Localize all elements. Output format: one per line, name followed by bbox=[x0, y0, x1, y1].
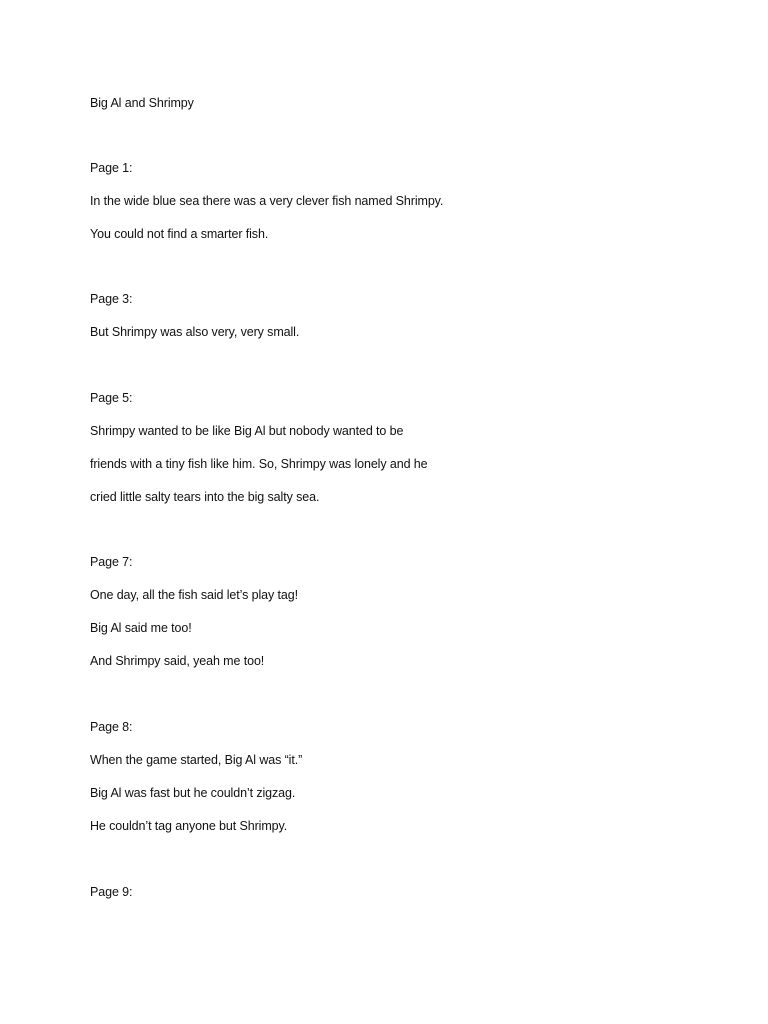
paragraph-line: One day, all the fish said let’s play tag! bbox=[90, 588, 298, 602]
paragraph-line: cried little salty tears into the big salty sea. bbox=[90, 490, 320, 504]
paragraph-line: And Shrimpy said, yeah me too! bbox=[90, 654, 265, 668]
paragraph-line: When the game started, Big Al was “it.” bbox=[90, 753, 303, 767]
document-title: Big Al and Shrimpy bbox=[90, 96, 194, 110]
paragraph-line: In the wide blue sea there was a very clever fish named Shrimpy. bbox=[90, 194, 444, 208]
section-heading-page-1: Page 1: bbox=[90, 161, 133, 175]
section-heading-page-7: Page 7: bbox=[90, 555, 133, 569]
paragraph-line: Big Al was fast but he couldn’t zigzag. bbox=[90, 786, 296, 800]
paragraph-line: friends with a tiny fish like him. So, Shrimpy was lonely and he bbox=[90, 457, 428, 471]
section-heading-page-3: Page 3: bbox=[90, 292, 133, 306]
paragraph-line: He couldn’t tag anyone but Shrimpy. bbox=[90, 819, 288, 833]
section-heading-page-9: Page 9: bbox=[90, 885, 133, 899]
paragraph-line: You could not find a smarter fish. bbox=[90, 227, 269, 241]
section-heading-page-5: Page 5: bbox=[90, 391, 133, 405]
section-heading-page-8: Page 8: bbox=[90, 720, 133, 734]
paragraph-line: Shrimpy wanted to be like Big Al but nobody wanted to be bbox=[90, 424, 404, 438]
paragraph-line: Big Al said me too! bbox=[90, 621, 192, 635]
paragraph-line: But Shrimpy was also very, very small. bbox=[90, 325, 300, 339]
